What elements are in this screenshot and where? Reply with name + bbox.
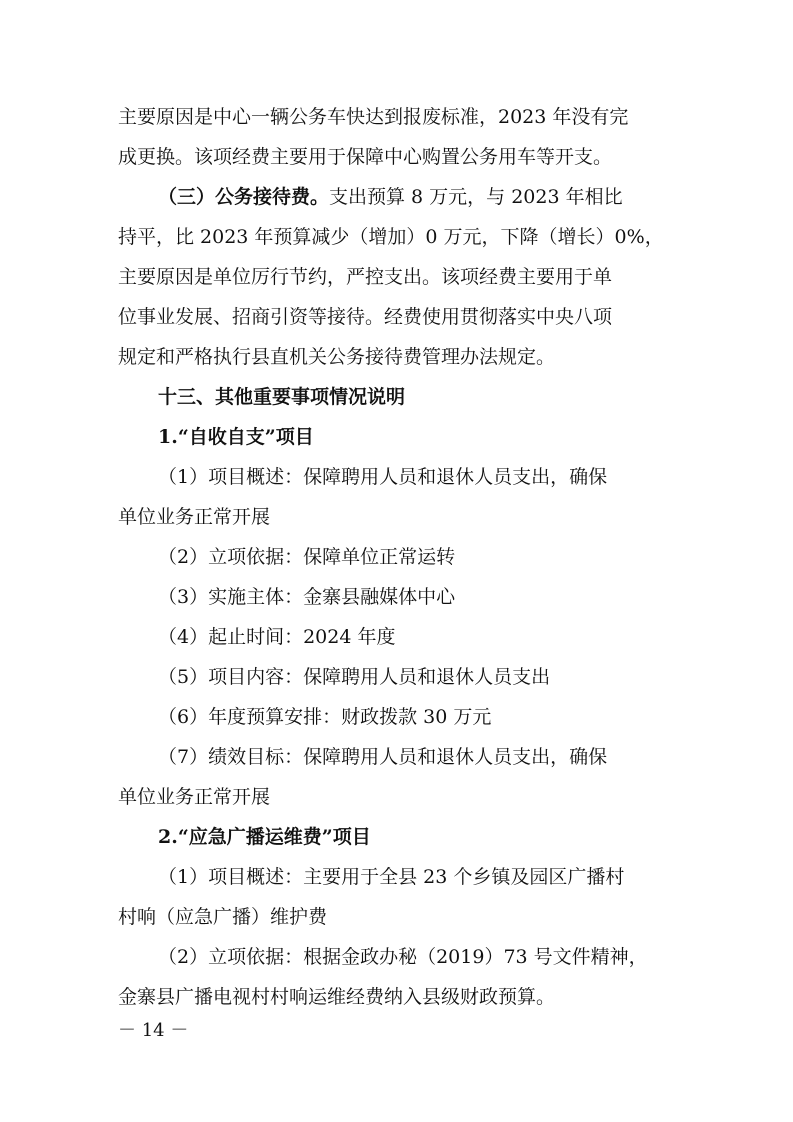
text-line: （2）立项依据：根据金政办秘（2019）73 号文件精神，: [158, 946, 648, 968]
text-line: （7）绩效目标：保障聘用人员和退休人员支出，确保: [158, 746, 608, 768]
text-line: 规定和严格执行县直机关公务接待费管理办法规定。: [118, 346, 556, 368]
text-span: 支出预算 8 万元，与 2023 年相比: [329, 186, 623, 208]
text-line: 村响（应急广播）维护费: [118, 906, 328, 928]
project-heading: 1.“自收自支”项目: [158, 426, 314, 448]
text-line: 位事业发展、招商引资等接待。经费使用贯彻落实中央八项: [118, 306, 613, 328]
page-number: － 14 －: [118, 1020, 189, 1041]
text-line: （5）项目内容：保障聘用人员和退休人员支出: [158, 666, 551, 688]
section-line: [158, 177, 688, 217]
text-line: 持平，比 2023 年预算减少（增加）0 万元，下降（增长）0%，: [118, 226, 664, 248]
text-line: 金寨县广播电视村村响运维经费纳入县级财政预算。: [118, 986, 556, 1008]
text-line: 单位业务正常开展: [118, 506, 271, 528]
text-line: （6）年度预算安排：财政拨款 30 万元: [158, 706, 492, 728]
text-line: （1）项目概述：保障聘用人员和退休人员支出，确保: [158, 466, 608, 488]
text-line: 单位业务正常开展: [118, 786, 271, 808]
text-line: （1）项目概述：主要用于全县 23 个乡镇及园区广播村: [158, 866, 625, 888]
project-heading: 2.“应急广播运维费”项目: [158, 826, 371, 848]
text-line: （4）起止时间：2024 年度: [158, 626, 396, 648]
text-line: 主要原因是单位厉行节约，严控支出。该项经费主要用于单: [118, 266, 613, 288]
text-line: 成更换。该项经费主要用于保障中心购置公务用车等开支。: [118, 146, 613, 168]
text-line: （2）立项依据：保障单位正常运转: [158, 546, 456, 568]
section-heading: （三）公务接待费。: [158, 186, 330, 208]
text-line: （3）实施主体：金寨县融媒体中心: [158, 586, 456, 608]
chapter-heading: 十三、其他重要事项情况说明: [158, 386, 406, 408]
text-line: 主要原因是中心一辆公务车快达到报废标准，2023 年没有完: [118, 106, 629, 128]
